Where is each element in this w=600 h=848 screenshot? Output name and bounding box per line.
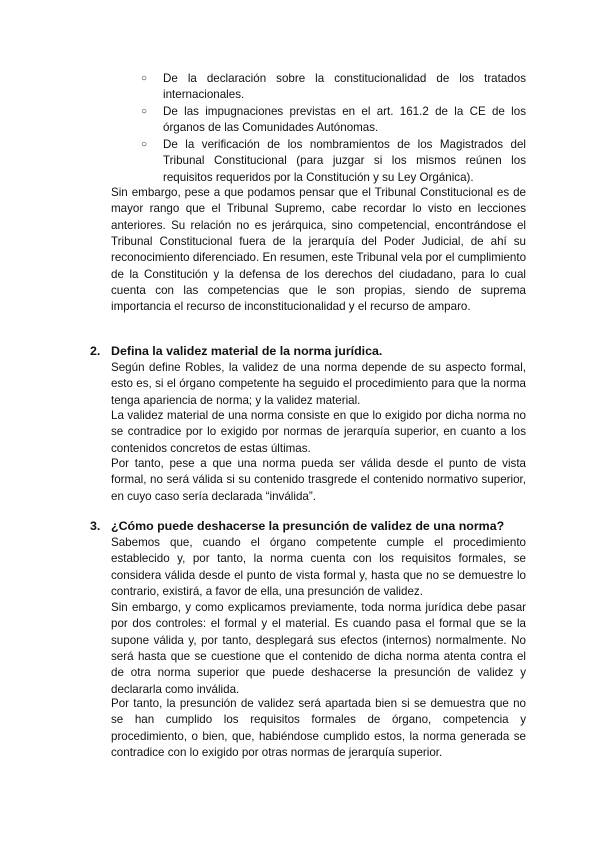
intro-paragraph: Sin embargo, pese a que podamos pensar que el Tribunal Constitucional es de mayor rango que el Tribunal Supremo, cabe recordar lo visto en lecciones anteriores. Su relación no es jerárquica, sino competencial, encontrándose el Tribunal Constitucional fuera de la jerarquía del Poder Judicial, de ahí su reconocimiento diferenciado. En resumen, este Tribunal vela por el cumplimiento de la Constitución y la defensa de los derechos del ciudadano, para lo cual cuenta con las competencias que le son propias, siendo de suprema importancia el recurso de inconstitucionalidad y el recurso de amparo.: [111, 186, 527, 314]
list-item: [141, 104, 526, 137]
section-number: 3.: [90, 519, 101, 533]
section-3-heading: [90, 518, 504, 535]
list-item-text: De las impugnaciones previstas en el art. 161.2 de la CE de los órganos de las Comunidades Autónomas.: [163, 105, 526, 135]
paragraph: Sin embargo, y como explicamos previamente, toda norma jurídica debe pasar por dos controles: el formal y el material. Es cuando pasa el formal que se la supone válida y, por tanto, desplegará sus efectos (internos) normalmente. No será hasta que se cuestione que el contenido de dicha norma atenta contra el de otra norma superior que puede deshacerse la presunción de validez y declararla como inválida.: [111, 601, 526, 696]
section-title: ¿Cómo puede deshacerse la presunción de validez de una norma?: [111, 519, 505, 533]
paragraph: Por tanto, pese a que una norma pueda ser válida desde el punto de vista formal, no será válida si su contenido trasgrede el contenido normativo superior, en cuyo caso sería declarada “inválida”.: [111, 457, 526, 503]
list-item-text: De la declaración sobre la constitucionalidad de los tratados internacionales.: [163, 72, 526, 102]
bullet-marker: ○: [141, 73, 148, 84]
paragraph: La validez material de una norma consiste en que lo exigido por dicha norma no se contradice por lo exigido por normas de jerarquía superior, en cuanto a los contenidos concretos de estas últimas.: [111, 409, 526, 455]
list-item-text: De la verificación de los nombramientos de los Magistrados del Tribunal Constitucional (para juzgar si los mismos reúnen los requisitos requeridos por la Constitución y su Ley Orgánica).: [163, 138, 526, 184]
section-number: 2.: [90, 344, 101, 358]
paragraph: Sabemos que, cuando el órgano competente cumple el procedimiento establecido y, por tanto, la norma cuenta con los requisitos formales, se considera válida desde el punto de vista formal y, hasta que no se demuestre lo contrario, existirá, a favor de ella, una presunción de validez.: [111, 536, 526, 599]
paragraph: Por tanto, la presunción de validez será apartada bien si se demuestra que no se han cumplido los requisitos formales de órgano, competencia y procedimiento, o bien, que, habiéndose cumplido estos, la norma generada se contradice con lo exigido por otras normas de jerarquía superior.: [111, 697, 526, 760]
section-title: Defina la validez material de la norma jurídica.: [111, 344, 383, 358]
list-item: [141, 137, 526, 186]
paragraph: Según define Robles, la validez de una norma depende de su aspecto formal, esto es, si el órgano competente ha seguido el procedimiento para que la norma tenga apariencia de norma; y la validez material.: [111, 361, 526, 407]
section-2-heading: [90, 343, 382, 360]
list-item: [141, 71, 526, 104]
bullet-marker: ○: [141, 139, 148, 150]
bullet-marker: ○: [141, 106, 148, 117]
